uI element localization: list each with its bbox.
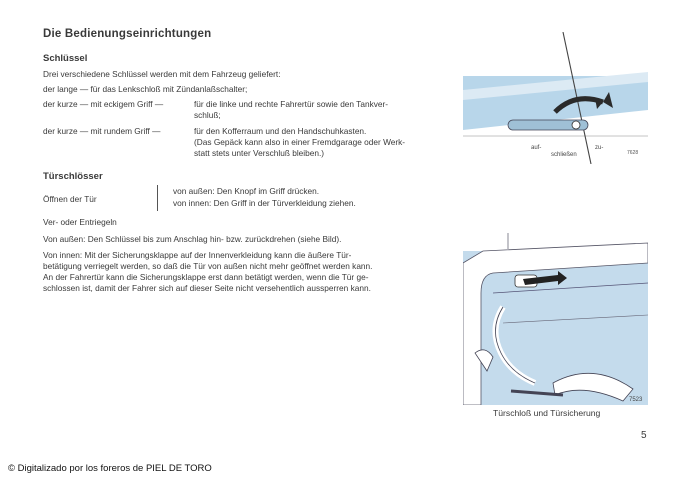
figure2-code: 7523 (629, 397, 643, 403)
door-lock-figure (463, 233, 648, 405)
figure1-code: 7628 (627, 150, 639, 156)
key-line-square-text: für die linke und rechte Fahrertür sowie den Tankver- (194, 99, 389, 109)
label-zu: zu- (595, 145, 604, 151)
key-line-round-text-3: statt stets unter Verschluß bleiben.) (194, 148, 325, 158)
key-lock-illustration (463, 32, 648, 164)
open-inside-text: von innen: Den Griff in der Türverkleidung ziehen. (173, 198, 356, 208)
key-line-round-term: der kurze — mit rundem Griff — (43, 126, 161, 136)
section-heading-tuerschloesser: Türschlösser (43, 171, 103, 182)
lock-inside-text-3: An der Fahrertür kann die Sicherungsklappe erst dann betätigt werden, wenn die Tür ge- (43, 272, 369, 282)
open-outside-text: von außen: Den Knopf im Griff drücken. (173, 186, 320, 196)
key-lock-figure (463, 32, 648, 164)
key-line-square-term: der kurze — mit eckigem Griff — (43, 99, 164, 109)
door-lock-illustration (463, 233, 648, 405)
lock-outside-text: Von außen: Den Schlüssel bis zum Anschlag hin- bzw. zurückdrehen (siehe Bild). (43, 234, 342, 244)
bracket-divider (157, 185, 158, 211)
label-schliessen: schließen (551, 152, 577, 158)
lock-inside-text-1: Von innen: Mit der Sicherungsklappe auf der Innenverkleidung kann die äußere Tür- (43, 250, 352, 260)
page-number: 5 (641, 430, 647, 441)
key-line-long: der lange — für das Lenkschloß mit Zündanlaßschalter; (43, 84, 248, 94)
page-title: Die Bedienungseinrichtungen (43, 28, 212, 40)
key-line-round-text: für den Kofferraum und den Handschuhkasten. (194, 126, 367, 136)
lock-unlock-label: Ver- oder Entriegeln (43, 217, 117, 227)
section-heading-schluessel: Schlüssel (43, 53, 88, 64)
key-line-square-text-2: schluß; (194, 110, 221, 120)
open-door-label: Öffnen der Tür (43, 194, 97, 204)
key-line-round-text-2: (Das Gepäck kann also in einer Fremdgarage oder Werk- (194, 137, 406, 147)
label-auf: auf- (531, 145, 542, 151)
footer-credit: © Digitalizado por los foreros de PIEL DE TORO (8, 463, 212, 474)
lock-inside-text-4: schlossen ist, damit der Fahrer sich auf dieser Seite nicht versehentlich aussperren kann. (43, 283, 371, 293)
schluessel-intro: Drei verschiedene Schlüssel werden mit dem Fahrzeug geliefert: (43, 69, 281, 79)
figure2-caption: Türschloß und Türsicherung (493, 408, 601, 418)
lock-inside-text-2: betätigung verriegelt werden, so daß die Tür von außen nicht mehr geöffnet werden kann. (43, 261, 373, 271)
